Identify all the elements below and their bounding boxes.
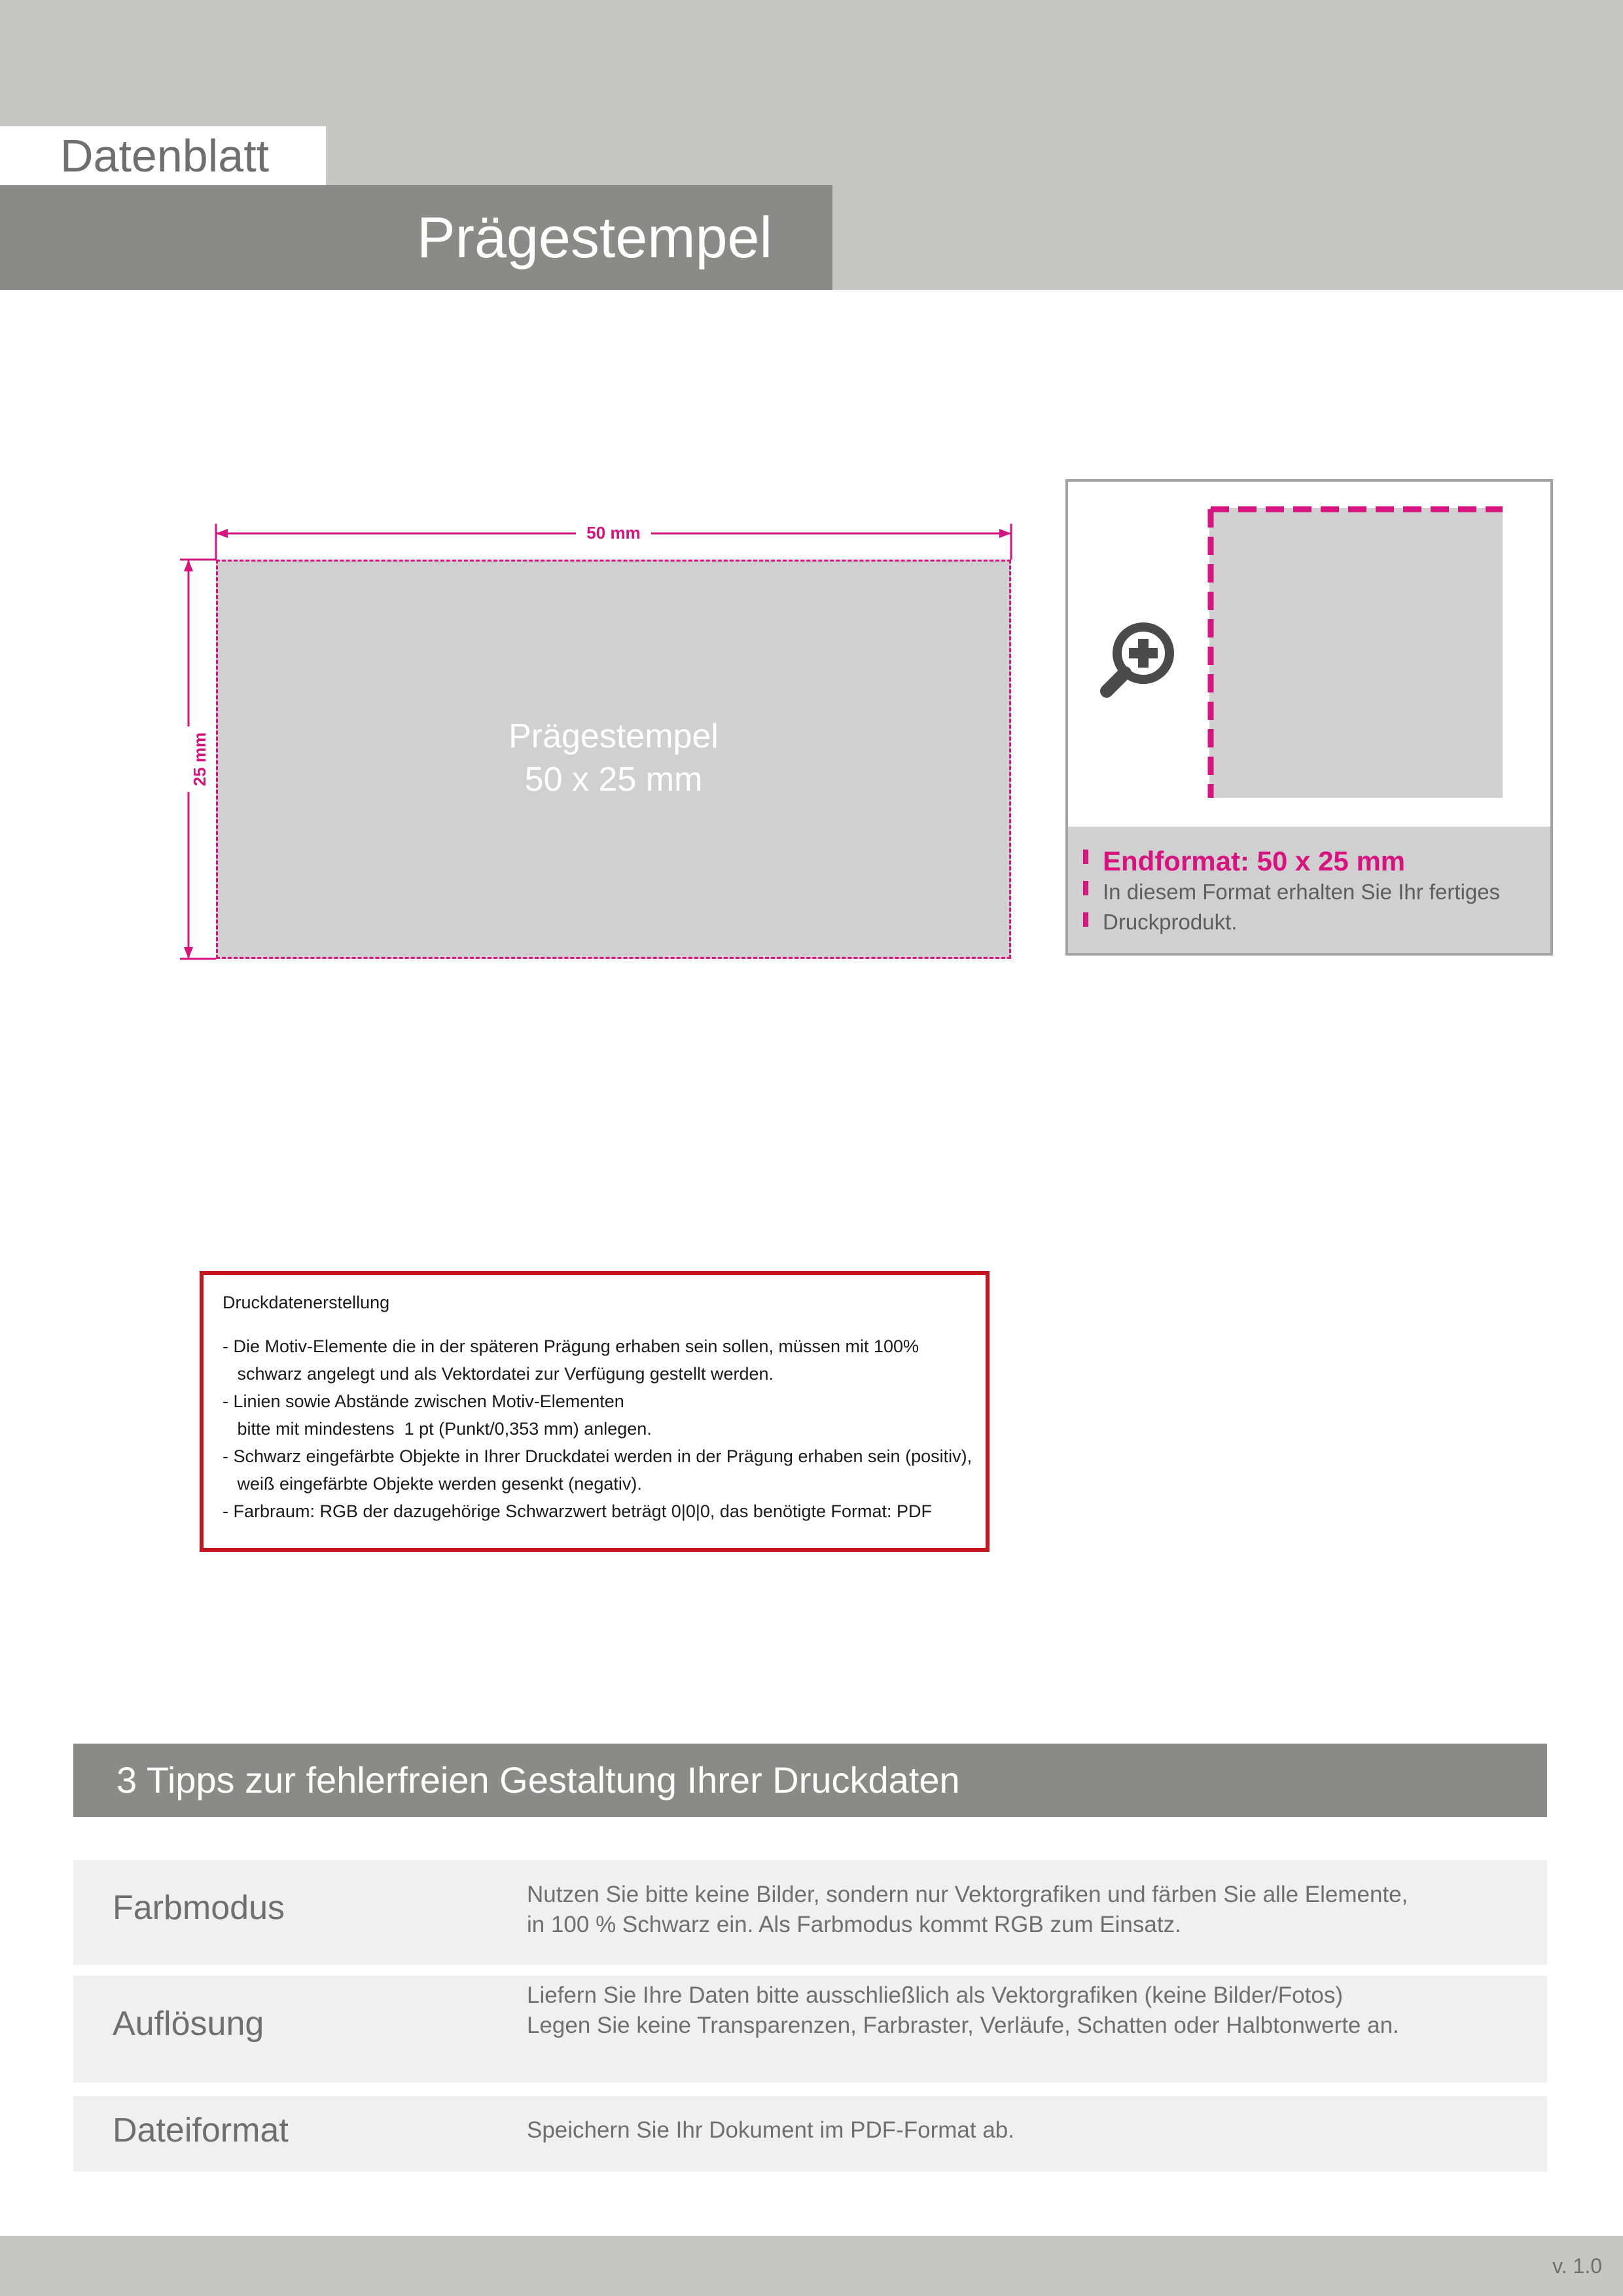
width-arrow-right — [999, 529, 1011, 538]
instruction-line: - Schwarz eingefärbte Objekte in Ihrer Druckdatei werden in der Prägung erhaben sein (positiv), — [223, 1446, 972, 1466]
tip-description-dateiformat — [527, 2115, 1508, 2145]
height-dimension-label: 25 mm — [187, 726, 213, 792]
width-dimension-label: 50 mm — [576, 518, 651, 547]
instruction-line: schwarz angelegt und als Vektordatei zur Verfügung gestellt werden. — [223, 1364, 774, 1384]
tip-name-aufloesung: Auflösung — [113, 2005, 264, 2043]
product-name: Prägestempel — [508, 717, 719, 755]
tip-line: in 100 % Schwarz ein. Als Farbmodus kommt RGB zum Einsatz. — [527, 1912, 1181, 1937]
tip-line: Speichern Sie Ihr Dokument im PDF-Format ab. — [527, 2117, 1014, 2143]
instructions-list — [223, 1333, 972, 1525]
tips-heading: 3 Tipps zur fehlerfreien Gestaltung Ihrer Druckdaten — [116, 1759, 960, 1801]
instruction-line: weiß eingefärbte Objekte werden gesenkt (negativ). — [223, 1474, 642, 1494]
legend-preview-edge — [1204, 503, 1512, 804]
tip-line: Legen Sie keine Transparenzen, Farbraster, Verläufe, Schatten oder Halbtonwerte an. — [527, 2013, 1399, 2038]
page-title: Prägestempel — [417, 205, 772, 270]
height-arrow-top — [184, 560, 193, 571]
tip-line: Nutzen Sie bitte keine Bilder, sondern nur Vektorgrafiken und färben Sie alle Elemente, — [527, 1882, 1408, 1907]
legend-dash-3 — [1083, 912, 1088, 927]
zoom-in-icon — [1096, 617, 1181, 702]
tip-line: Liefern Sie Ihre Daten bitte ausschließlich als Vektorgrafiken (keine Bilder/Fotos) — [527, 1982, 1343, 2008]
instruction-line: - Linien sowie Abstände zwischen Motiv-Elementen — [223, 1391, 624, 1411]
datenblatt-label: Datenblatt — [60, 130, 270, 181]
product-size: 50 x 25 mm — [524, 761, 703, 798]
width-arrow-left — [216, 529, 228, 538]
tip-description-farbmodus — [527, 1880, 1508, 1940]
instruction-line: - Die Motiv-Elemente die in der späteren Prägung erhaben sein sollen, müssen mit 100% — [223, 1336, 919, 1356]
legend-description: In diesem Format erhalten Sie Ihr fertiges Druckprodukt. — [1103, 880, 1501, 934]
instruction-line: bitte mit mindestens 1 pt (Punkt/0,353 mm) anlegen. — [223, 1419, 652, 1439]
tip-description-aufloesung — [527, 1981, 1508, 2041]
format-label — [216, 715, 1011, 801]
footer-band — [0, 2236, 1623, 2296]
instruction-line: - Farbraum: RGB der dazugehörige Schwarzwert beträgt 0|0|0, das benötigte Format: PDF — [223, 1501, 933, 1521]
instructions-title: Druckdatenerstellung — [223, 1293, 390, 1312]
tip-name-farbmodus: Farbmodus — [113, 1889, 285, 1927]
version-label: v. 1.0 — [1552, 2254, 1602, 2278]
height-arrow-bottom — [184, 947, 193, 959]
legend-dash-2 — [1083, 881, 1088, 895]
tip-name-dateiformat: Dateiformat — [113, 2111, 289, 2149]
legend-dash-1 — [1083, 850, 1088, 864]
legend-title: Endformat: 50 x 25 mm — [1103, 846, 1406, 876]
